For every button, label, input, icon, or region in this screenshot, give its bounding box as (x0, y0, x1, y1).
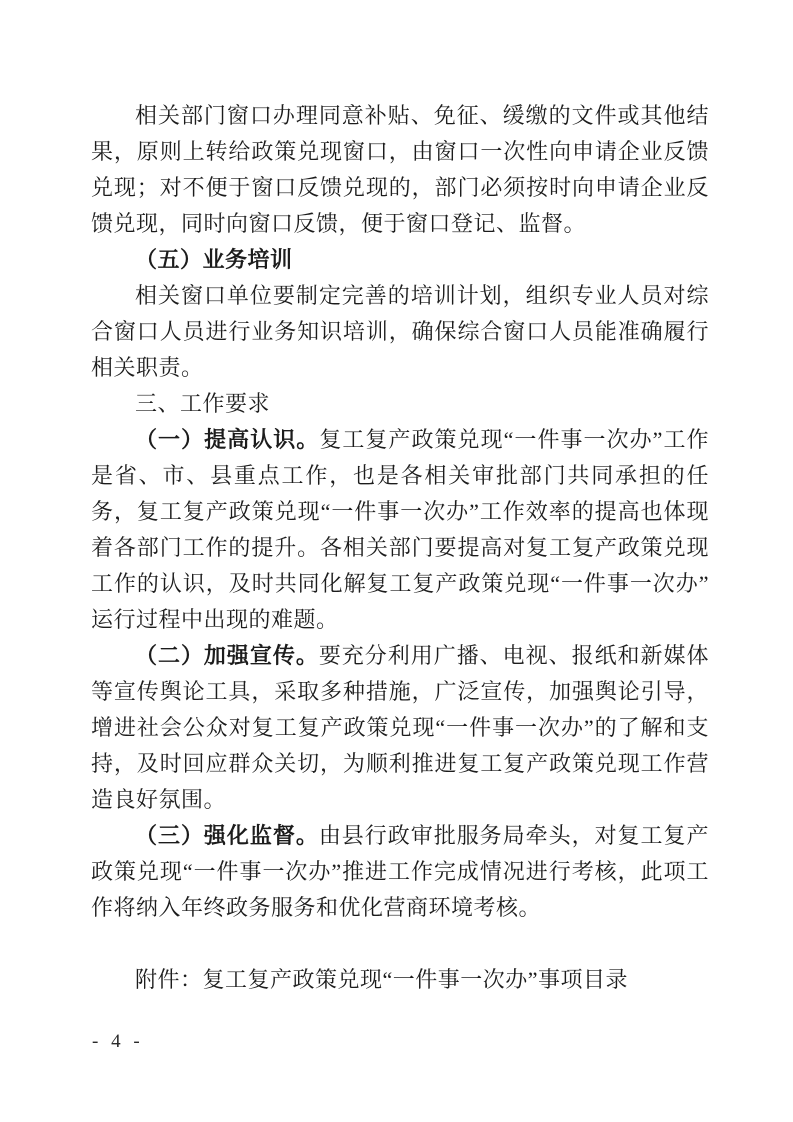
chapter-heading-work-requirements: 三、工作要求 (135, 391, 271, 416)
paragraph-training-plan: 相关窗口单位要制定完善的培训计划，组织专业人员对综合窗口人员进行业务知识培训，确保综合窗口人员能准确履行相关职责。 (91, 283, 709, 380)
paragraph-text-strengthen-supervision: 由县行政审批服务局牵头，对复工复产政策兑现“一件事一次办”推进工作完成情况进行考核，此项工作将纳入年终政务服务和优化营商环境考核。 (91, 823, 709, 920)
paragraph-lead-strengthen-supervision: （三）强化监督。 (135, 823, 319, 848)
paragraph-lead-raise-awareness: （一）提高认识。 (135, 427, 320, 452)
document-body (91, 98, 709, 998)
paragraph-text-raise-awareness: 复工复产政策兑现“一件事一次办”工作是省、市、县重点工作，也是各相关审批部门共同承担的任务，复工复产政策兑现“一件事一次办”工作效率的提高也体现着各部门工作的提升。各相关部门要提高对复工复产政策兑现工作的认识，及时共同化解复工复产政策兑现“一件事一次办”运行过程中出现的难题。 (91, 427, 709, 632)
paragraph-raise-awareness (91, 422, 709, 638)
paragraph-strengthen-publicity (91, 638, 709, 818)
paragraph-strengthen-supervision (91, 818, 709, 926)
paragraph-text-strengthen-publicity: 要充分利用广播、电视、报纸和新媒体等宣传舆论工具，采取多种措施，广泛宣传，加强舆论引导，增进社会公众对复工复产政策兑现“一件事一次办”的了解和支持，及时回应群众关切，为顺利推进复工复产政策兑现工作营造良好氛围。 (91, 643, 709, 812)
paragraph-lead-strengthen-publicity: （二）加强宣传。 (135, 643, 319, 668)
paragraph-feedback-rules: 相关部门窗口办理同意补贴、免征、缓缴的文件或其他结果，原则上转给政策兑现窗口，由窗口一次性向申请企业反馈兑现；对不便于窗口反馈兑现的，部门必须按时向申请企业反馈兑现，同时向窗口反馈，便于窗口登记、监督。 (91, 103, 709, 236)
attachment-line: 附件：复工复产政策兑现“一件事一次办”事项目录 (135, 967, 629, 992)
page-number: - 4 - (92, 1031, 141, 1052)
subheading-business-training: （五）业务培训 (135, 247, 293, 272)
